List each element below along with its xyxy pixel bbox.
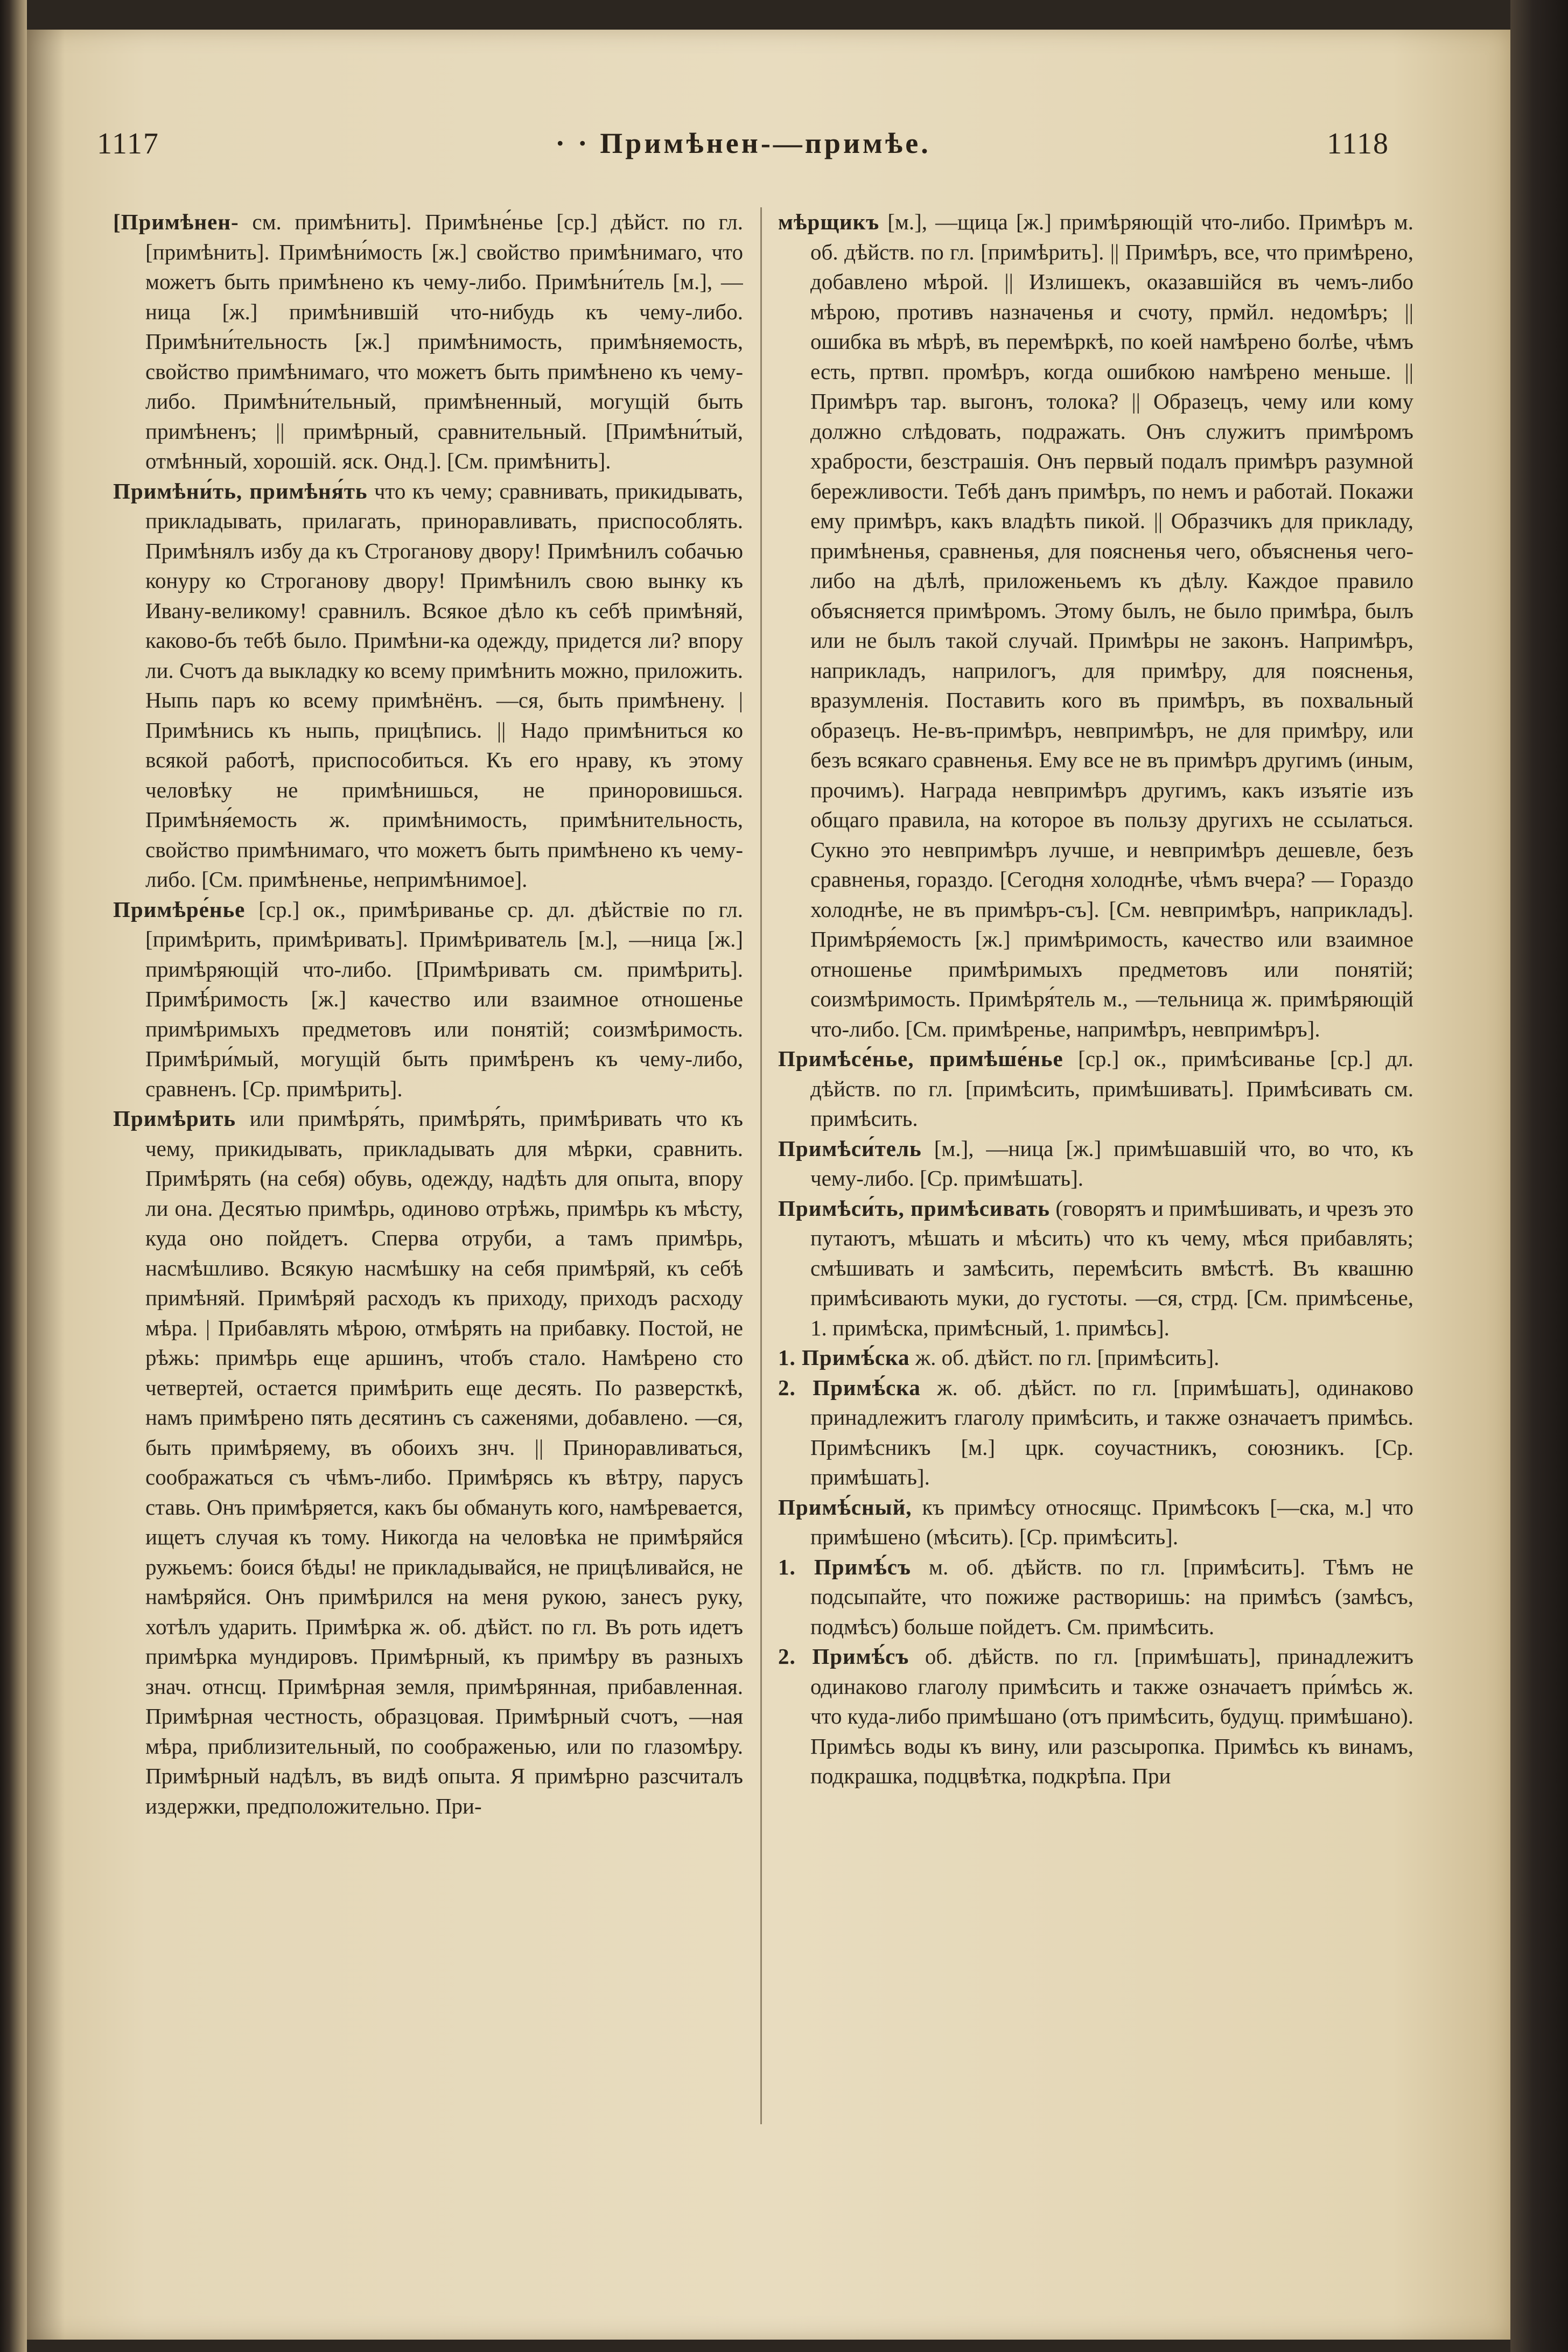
entry-headword: 1. Примѣ́съ (778, 1554, 911, 1579)
dictionary-entry (778, 1194, 1413, 1343)
entry-headword: Примѣни́ть, примѣня́ть (113, 478, 368, 503)
dictionary-entry (113, 1104, 743, 1821)
entry-text: [ср.] ок., примѣриванье ср. дл. дѣйствіе по гл. [примѣрить, примѣривать]. Примѣриватель [м.], —ница [ж.] примѣряющій что-либо. [Примѣривать см. примѣрить]. Примѣ́римость [ж.] качество или взаимное отношенье примѣримыхъ предметовъ или понятій; соизмѣримость. Примѣри́мый, могущій быть примѣренъ къ чему-либо, сравненъ. [Ср. примѣрить]. (145, 897, 743, 1101)
column-divider (760, 207, 762, 2124)
running-title: · · Примѣнен-—примѣе. (555, 127, 931, 159)
entry-headword: [Примѣнен- (113, 209, 239, 234)
entry-headword: Примѣ́сный, (778, 1494, 912, 1520)
entry-headword: 2. Примѣ́ска (778, 1375, 921, 1400)
entry-headword: Примѣсе́нье, примѣше́нье (778, 1046, 1063, 1071)
entry-text: см. примѣнить]. Примѣне́нье [ср.] дѣйст. по гл. [примѣнить]. Примѣни́мость [ж.] свойство примѣнимаго, что можетъ быть примѣнено къ чему-либо. Примѣни́тель [м.], —ница [ж.] примѣнившій что-нибудь къ чему-либо. Примѣни́тельность [ж.] примѣнимость, примѣняемость, свойство примѣнимаго, что можетъ быть примѣнено къ чему-либо. Примѣни́тельный, примѣненный, могущій быть примѣненъ; || примѣрный, сравнительный. [Примѣни́тый, отмѣнный, хорошій. яск. Онд.]. [См. примѣнить]. (145, 209, 743, 473)
entry-headword: 1. Примѣ́ска (778, 1345, 910, 1370)
entry-text: (говорятъ и примѣшивать, и чрезъ это путаютъ, мѣшать и мѣсить) что къ чему, мѣся прибавлять; смѣшивать и замѣсить, перемѣсить вмѣстѣ. Въ квашню примѣсивають муки, до густоты. —ся, стрд. [См. примѣсенье, 1. примѣска, примѣсный, 1. примѣсь]. (810, 1195, 1413, 1340)
dictionary-entry (778, 1373, 1413, 1493)
right-column (778, 207, 1413, 2173)
page-number-right: 1118 (1327, 127, 1389, 160)
entry-headword: 2. Примѣ́съ (778, 1644, 909, 1669)
entry-text: что къ чему; сравнивать, прикидывать, прикладывать, прилагать, приноравливать, приспособлять. Примѣнялъ избу да къ Строганову двору! Примѣнилъ собачью конуру ко Строганову двору! Примѣнилъ свою вынку къ Ивану-великому! сравнилъ. Всякое дѣло къ себѣ примѣняй, каково-бъ тебѣ было. Примѣни-ка одежду, придется ли? впору ли. Счотъ да выкладку ко всему примѣнить можно, приложить. Ныпь паръ ко всему примѣнёнъ. —ся, быть примѣнену. | Примѣнись къ ныпь, прицѣпись. || Надо примѣниться ко всякой работѣ, приспособиться. Къ его нраву, къ этому человѣку не примѣнишься, не приноровишься. Примѣня́емость ж. примѣнимость, примѣнительность, свойство примѣнимаго, что можетъ быть примѣнено къ чему-либо. [См. примѣненье, непримѣнимое]. (145, 478, 743, 892)
entry-headword: Примѣрить (113, 1106, 236, 1131)
entry-text: къ примѣсу относящс. Примѣсокъ [—ска, м.] что примѣшено (мѣсить). [Ср. примѣсить]. (810, 1494, 1413, 1549)
entry-headword: Примѣре́нье (113, 897, 246, 922)
dictionary-entry (778, 1493, 1413, 1552)
entry-text: ж. об. дѣйст. по гл. [примѣсить]. (915, 1345, 1220, 1370)
entry-text: об. дѣйств. по гл. [примѣшать], принадлежитъ одинаково глаголу примѣсить и также означаетъ при́мѣсь ж. что куда-либо примѣшано (отъ примѣсить, будущ. примѣшано). Примѣсь воды къ вину, или разсыропка. Примѣсь къ винамъ, подкрашка, подцвѣтка, подкрѣпа. При (810, 1644, 1413, 1788)
dictionary-entry (113, 477, 743, 895)
dictionary-page (27, 30, 1510, 2340)
dictionary-entry (113, 895, 743, 1104)
spine-shadow (27, 30, 65, 2340)
entry-text: [ср.] ок., примѣсиванье [ср.] дл. дѣйств. по гл. [примѣсить, примѣшивать]. Примѣсивать см. примѣсить. (810, 1046, 1413, 1131)
left-column (113, 207, 743, 2173)
entry-text: или примѣря́ть, примѣря́ть, примѣривать что къ чему, прикидывать, прикладывать для мѣрки, сравнить. Примѣрять (на себя) обувь, одежду, надѣть для опыта, впору ли она. Десятью примѣрь, одиново отрѣжь, примѣрь къ мѣсту, куда оно пойдетъ. Сперва отруби, а тамъ примѣрь, насмѣшливо. Всякую насмѣшку на себя примѣряй, къ себѣ примѣняй. Примѣряй расходъ къ приходу, приходъ расходу мѣра. | Прибавлять мѣрою, отмѣрять на прибавку. Постой, не рѣжь: примѣрь еще аршинъ, чтобъ стало. Намѣрено сто четвертей, остается примѣрить еще десять. По разверсткѣ, намъ примѣрено пять десятинъ съ саженями, добавлено. —ся, быть примѣряему, въ обоихъ знч. || Приноравливаться, соображаться съ чѣмъ-либо. Примѣрясь къ вѣтру, парусъ ставь. Онъ примѣряется, какъ бы обмануть кого, намѣревается, ищетъ случая къ тому. Никогда на человѣка не примѣряйся ружьемъ: боися бѣды! не прикладывайся, не прицѣливайся, не намѣряйся. Онъ примѣрился на меня рукою, занесъ руку, хотѣлъ ударить. Примѣрка ж. об. дѣйст. по гл. Въ роть идетъ примѣрка мундировъ. Примѣрный, къ примѣру въ разныхъ знач. отнсщ. Примѣрная земля, примѣрянная, прибавленная. Примѣрная честность, образцовая. Примѣрный счотъ, —ная мѣра, приблизительный, по соображенью, или по глазомѣру. Примѣрный надѣлъ, въ видѣ опыта. Я примѣрно разсчиталъ издержки, предположительно. При- (145, 1106, 743, 1818)
dictionary-entry (113, 207, 743, 477)
dictionary-entry (778, 1642, 1413, 1791)
entry-headword: Примѣси́тель (778, 1136, 922, 1161)
entry-headword: мѣрщикъ (778, 209, 880, 234)
dictionary-entry (778, 1552, 1413, 1642)
page-header (97, 127, 1389, 175)
dictionary-entry (778, 207, 1413, 1044)
entry-text: [м.], —ница [ж.] примѣшавшій что, во что, къ чему-либо. [Ср. примѣшать]. (810, 1136, 1413, 1191)
entry-text: [м.], —щица [ж.] примѣряющій что-либо. Примѣръ м. об. дѣйств. по гл. [примѣрить]. || Примѣръ, все, что примѣрено, добавлено мѣрой. || Излишекъ, оказавшійся въ чемъ-либо мѣрою, противъ назначенья и счоту, прмйл. недомѣръ; || ошибка въ мѣрѣ, въ перемѣркѣ, по коей намѣрено болѣе, чѣмъ есть, пртвп. промѣръ, когда ошибкою намѣрено меньше. || Примѣръ тар. выгонъ, толока? || Образецъ, чему или кому должно слѣдовать, подражать. Онъ служитъ примѣромъ храбрости, безстрашія. Онъ первый подалъ примѣръ разумной бережливости. Тебѣ данъ примѣръ, по немъ и работай. Покажи ему примѣръ, какъ владѣть пикой. || Образчикъ для прикладу, примѣненья, сравненья, для поясненья чего, объясненья чего-либо на дѣлѣ, приложеньемъ къ дѣлу. Каждое правило объясняется примѣромъ. Этому былъ, не было примѣра, былъ или не былъ такой случай. Примѣры не законъ. Напримѣръ, наприкладъ, наприлогъ, для примѣру, для поясненья, вразумленія. Поставить кого въ примѣръ, въ похвальный образецъ. Не-въ-примѣръ, невпримѣръ, не для примѣру, или безъ всякаго сравненья. Ему все не въ примѣръ другимъ (иным, прочимъ). Награда невпримѣръ другимъ, какъ изъятіе изъ общаго правила, на которое въ пользу другихъ не ссылаться. Сукно это невпримѣръ лучше, и невпримѣръ дешевле, безъ сравненья, гораздо. [Сегодня холоднѣе, чѣмъ вчера? — Гораздо холоднѣе, не въ примѣръ-съ]. [См. невпримѣръ, наприкладъ]. Примѣря́емость [ж.] примѣримость, качество или взаимное отношенье примѣримыхъ предметовъ или понятій; соизмѣримость. Примѣря́тель м., —тельница ж. примѣряющій что-либо. [См. примѣренье, напримѣръ, невпримѣръ]. (810, 209, 1413, 1041)
dictionary-entry (778, 1134, 1413, 1194)
book-spine-left-edge (0, 0, 27, 2352)
dictionary-entry (778, 1343, 1413, 1373)
book-cover-right-edge (1510, 0, 1568, 2352)
entry-text: ж. об. дѣйст. по гл. [примѣшать], одинаково принадлежитъ глаголу примѣсить, и также означаетъ примѣсь. Примѣсникъ [м.] црк. соучастникъ, союзникъ. [Ср. примѣшать]. (810, 1375, 1413, 1489)
dictionary-entry (778, 1044, 1413, 1134)
entry-text: м. об. дѣйств. по гл. [примѣсить]. Тѣмъ не подсыпайте, что пожиже растворишь: на примѣсъ (замѣсъ, подмѣсъ) больше пойдетъ. См. примѣсить. (810, 1554, 1413, 1639)
page-number-left: 1117 (97, 127, 159, 160)
entry-headword: Примѣси́ть, примѣсивать (778, 1195, 1050, 1221)
